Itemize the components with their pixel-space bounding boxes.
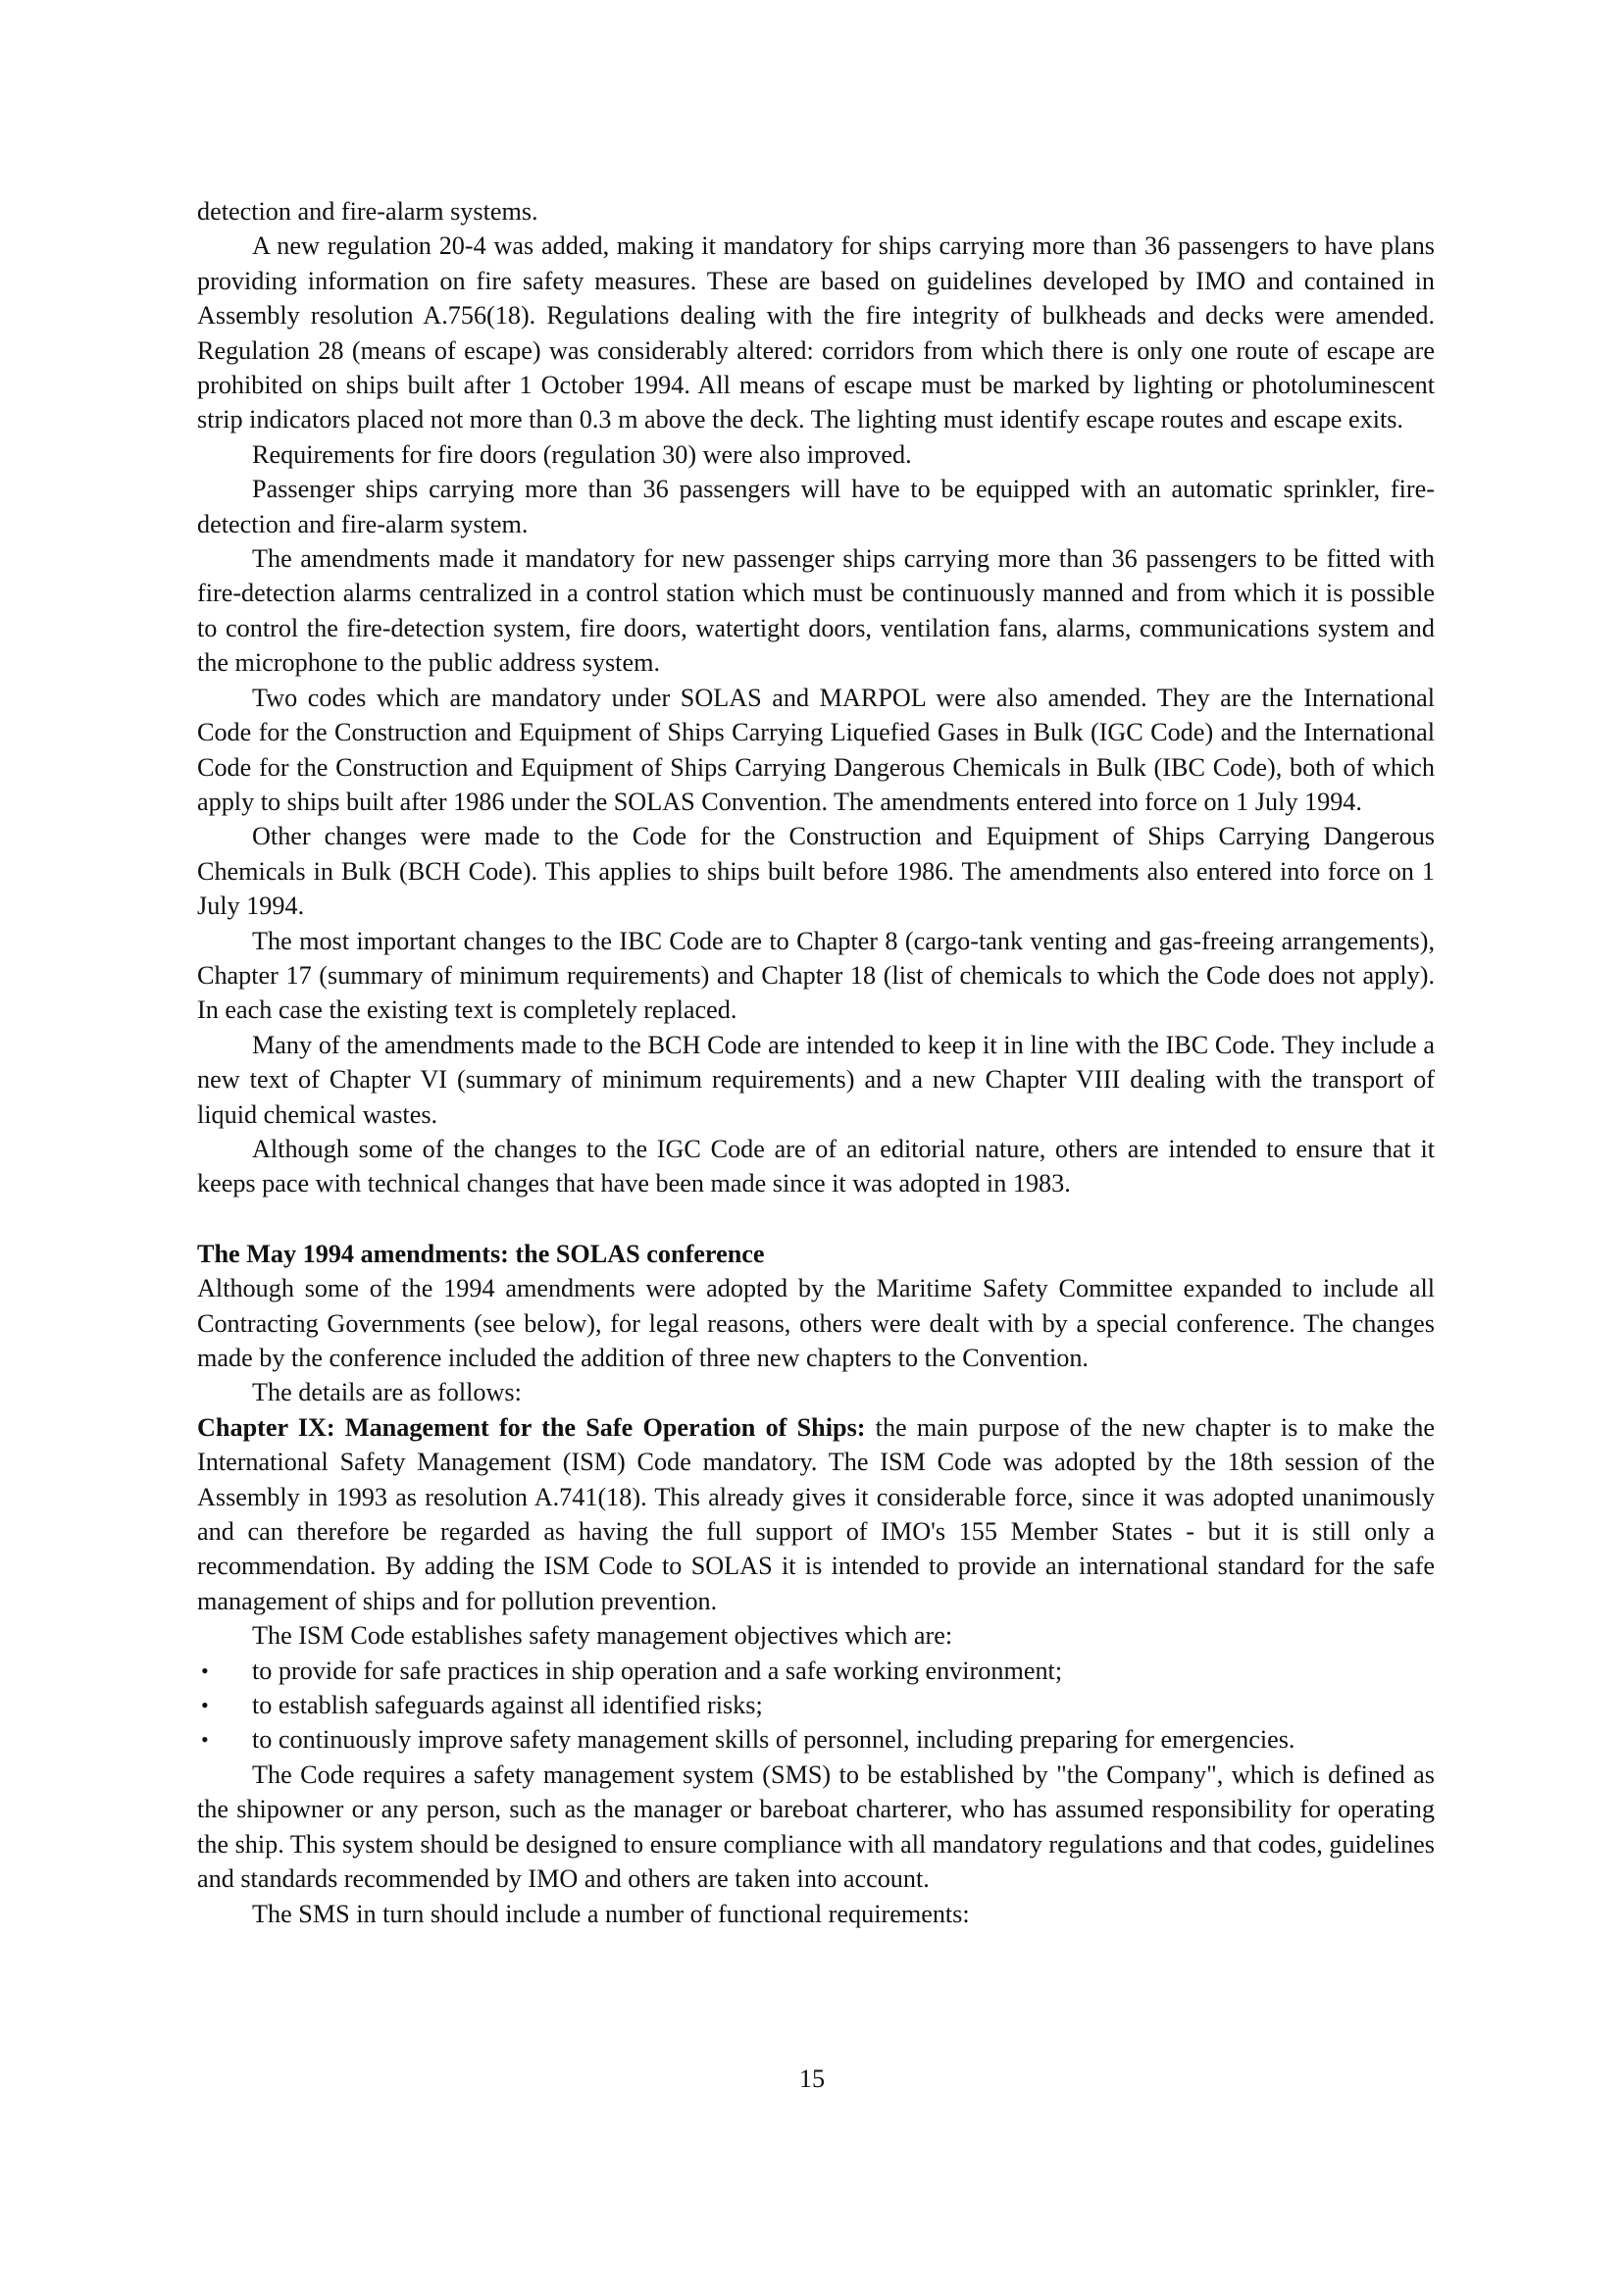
paragraph-chapter-ix xyxy=(197,1410,1435,1618)
paragraph-sms: The Code requires a safety management system (SMS) to be established by "the Company", which is defined as the shipowner or any person, such as the manager or bareboat charterer, who has assumed responsibility for operating the ship. This system should be designed to ensure compliance with all mandatory regulations and that codes, guidelines and standards recommended by IMO and others are taken into account. xyxy=(197,1759,1435,1894)
list-item xyxy=(197,1688,1435,1722)
page-number: 15 xyxy=(798,2065,826,2093)
list-item-text: to provide for safe practices in ship operation and a safe working environment; xyxy=(252,1656,1063,1685)
list-item xyxy=(197,1722,1435,1757)
paragraph-two-codes: Two codes which are mandatory under SOLAS and MARPOL were also amended. They are the International Code for the Construction and Equipment of Ships Carrying Liquefied Gases in Bulk (IGC Code) and the International Code for the Construction and Equipment of Ships Carrying Dangerous Chemicals in Bulk (IBC Code), both of which apply to ships built after 1986 under the SOLAS Convention. The amendments entered into force on 1 July 1994. xyxy=(197,683,1435,816)
paragraph-ibc-changes: The most important changes to the IBC Code are to Chapter 8 (cargo-tank venting and gas-freeing arrangements), Chapter 17 (summary of minimum requirements) and Chapter 18 (list of chemicals to which the Code does not apply). In each case the existing text is completely replaced. xyxy=(197,926,1435,1025)
paragraph-bch-code: Other changes were made to the Code for the Construction and Equipment of Ships Carrying Dangerous Chemicals in Bulk (BCH Code). This applies to ships built before 1986. The amendments also entered into force on 1 July 1994. xyxy=(197,822,1435,921)
paragraph-regulation-20-4: A new regulation 20-4 was added, making it mandatory for ships carrying more than 36 passengers to have plans providing information on fire safety measures. These are based on guidelines developed by IMO and contained in Assembly resolution A.756(18). Regulations dealing with the fire integrity of bulkheads and decks were amended. Regulation 28 (means of escape) was considerably altered: corridors from which there is only one route of escape are prohibited on ships built after 1 October 1994. All means of escape must be marked by lighting or photoluminescent strip indicators placed not more than 0.3 m above the deck. The lighting must identify escape routes and escape exits. xyxy=(197,231,1435,434)
document-page xyxy=(197,194,1435,1931)
paragraph-ism-objectives: The ISM Code establishes safety management objectives which are: xyxy=(252,1621,953,1651)
list-item-text: to continuously improve safety management skills of personnel, including preparing for emergencies. xyxy=(252,1725,1295,1755)
paragraph-details: The details are as follows: xyxy=(252,1378,522,1407)
bullet-icon: • xyxy=(201,1693,209,1718)
paragraph-sms-requirements: The SMS in turn should include a number of functional requirements: xyxy=(252,1899,970,1928)
paragraph-fire-doors: Requirements for fire doors (regulation 30) were also improved. xyxy=(252,439,912,469)
paragraph-sprinkler: Passenger ships carrying more than 36 passengers will have to be equipped with an automatic sprinkler, fire-detection and fire-alarm system. xyxy=(197,475,1435,538)
paragraph-continuation: detection and fire-alarm systems. xyxy=(197,197,538,226)
list-item-text: to establish safeguards against all identified risks; xyxy=(252,1691,763,1720)
bullet-icon: • xyxy=(201,1727,209,1753)
chapter-ix-title: Chapter IX: Management for the Safe Operation of Ships: xyxy=(197,1412,866,1442)
paragraph-fire-detection-alarms: The amendments made it mandatory for new passenger ships carrying more than 36 passengers to be fitted with fire-detection alarms centralized in a control station which must be continuously manned and from which it is possible to control the fire-detection system, fire doors, watertight doors, ventilation fans, alarms, communications system and the microphone to the public address system. xyxy=(197,544,1435,678)
bullet-icon: • xyxy=(201,1657,209,1683)
chapter-ix-text: the main purpose of the new chapter is to make the International Safety Management (ISM) Code mandatory. The ISM Code was adopted by the 18th session of the Assembly in 1993 as resolution A.741(18). This already gives it considerable force, since it was adopted unanimously and can therefore be regarded as having the full support of IMO's 155 Member States - but it is still only a recommendation. By adding the ISM Code to SOLAS it is intended to provide an international standard for the safe management of ships and for pollution prevention. xyxy=(197,1412,1436,1615)
section-spacer xyxy=(197,1201,1435,1237)
section-heading: The May 1994 amendments: the SOLAS conference xyxy=(197,1239,765,1268)
objectives-list xyxy=(197,1654,1435,1758)
paragraph-section-intro: Although some of the 1994 amendments were adopted by the Maritime Safety Committee expanded to include all Contracting Governments (see below), for legal reasons, others were dealt with by a special conference. The changes made by the conference included the addition of three new chapters to the Convention. xyxy=(197,1274,1435,1372)
paragraph-bch-amendments: Many of the amendments made to the BCH Code are intended to keep it in line with the IBC Code. They include a new text of Chapter VI (summary of minimum requirements) and a new Chapter VIII dealing with the transport of liquid chemical wastes. xyxy=(197,1030,1435,1129)
list-item xyxy=(197,1654,1435,1688)
paragraph-igc-changes: Although some of the changes to the IGC Code are of an editorial nature, others are intended to ensure that it keeps pace with technical changes that have been made since it was adopted in 1983. xyxy=(197,1134,1435,1198)
